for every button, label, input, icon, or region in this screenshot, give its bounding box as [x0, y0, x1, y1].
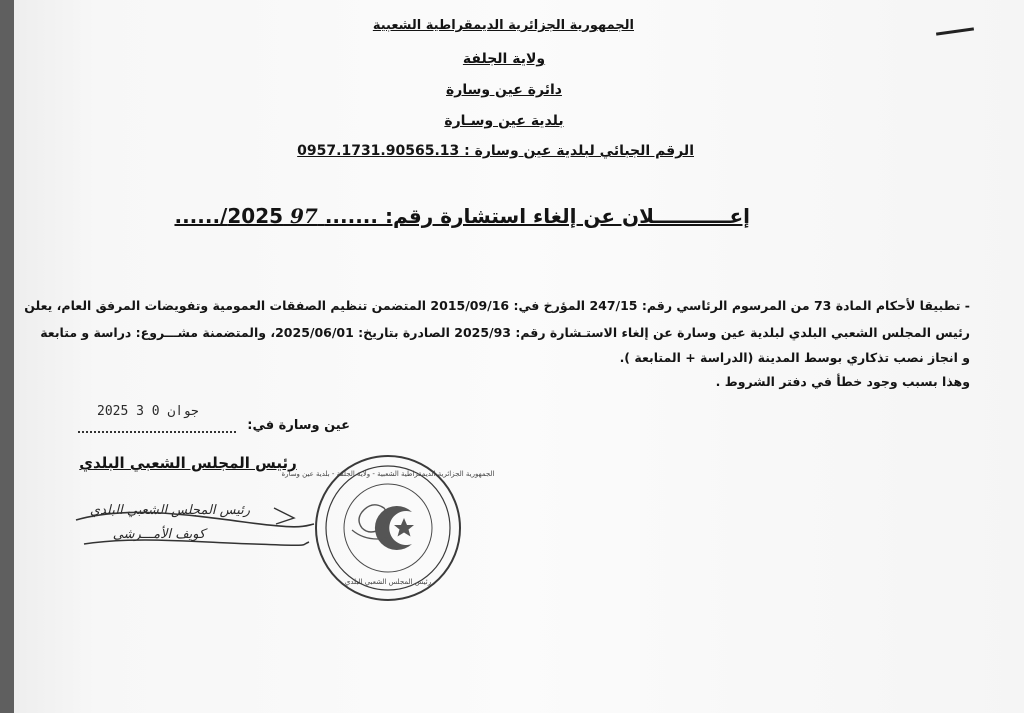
republic-heading: الجمهورية الجزائرية الديمقراطية الشعبية [372, 18, 634, 33]
stamped-date: 2025 جوان 0 3 [97, 404, 199, 419]
date-dots [78, 431, 236, 433]
title-text: إعـــــــــــلان عن إلغاء استشارة رقم: ....... [324, 204, 750, 228]
body-line-4: وهذا بسبب وجود خطأ في دفتر الشروط . [715, 374, 970, 389]
announcement-title [174, 204, 750, 228]
signature-strokes [64, 486, 324, 566]
title-year: 2025/...... [174, 204, 284, 228]
commune-heading: بلدية عين وسـارة [444, 113, 564, 129]
handwritten-name: كويف الأمـــرشي [112, 527, 206, 542]
seal-outer-text: الجمهورية الجزائرية الديمقراطية الشعبية - ولاية الجلفة - بلدية عين وسارة [281, 470, 495, 478]
wilaya-heading: ولاية الجلفة [462, 51, 546, 67]
handwritten-title: رئيس المجلس الشعبي البلدي [89, 503, 251, 518]
body-line-2: رئيس المجلس الشعبي البلدي لبلدية عين وسارة عن إلغاء الاستـشارة رقم: 2025/93 الصادرة بتاريخ: 2025/06/01، والمتضمنة مشـــروع: دراسة و متابعة [40, 325, 970, 340]
official-seal [281, 452, 495, 604]
handwritten-number: 97 [290, 204, 318, 228]
daira-heading: دائرة عين وسارة [446, 82, 562, 98]
body-line-1: - تطبيقا لأحكام المادة 73 من المرسوم الرئاسي رقم: 247/15 المؤرخ في: 2015/09/16 المتضمن تنظيم الصفقات العمومية وتفويضات المرفق العام، يعلن [24, 298, 970, 313]
document-page [14, 0, 1024, 713]
fiscal-id: الرقم الجبائي لبلدية عين وسارة : 0957.1731.90565.13 [297, 143, 694, 159]
pen-mark [936, 27, 974, 35]
seal-inner-text: رئيس المجلس الشعبي البلدي [344, 578, 432, 586]
place-label: عين وسارة في: [247, 418, 350, 433]
body-line-3: و انجاز نصب تذكاري بوسط المدينة (الدراسة + المتابعة ). [619, 350, 970, 365]
president-title: رئيس المجلس الشعبي البلدي [79, 454, 297, 472]
